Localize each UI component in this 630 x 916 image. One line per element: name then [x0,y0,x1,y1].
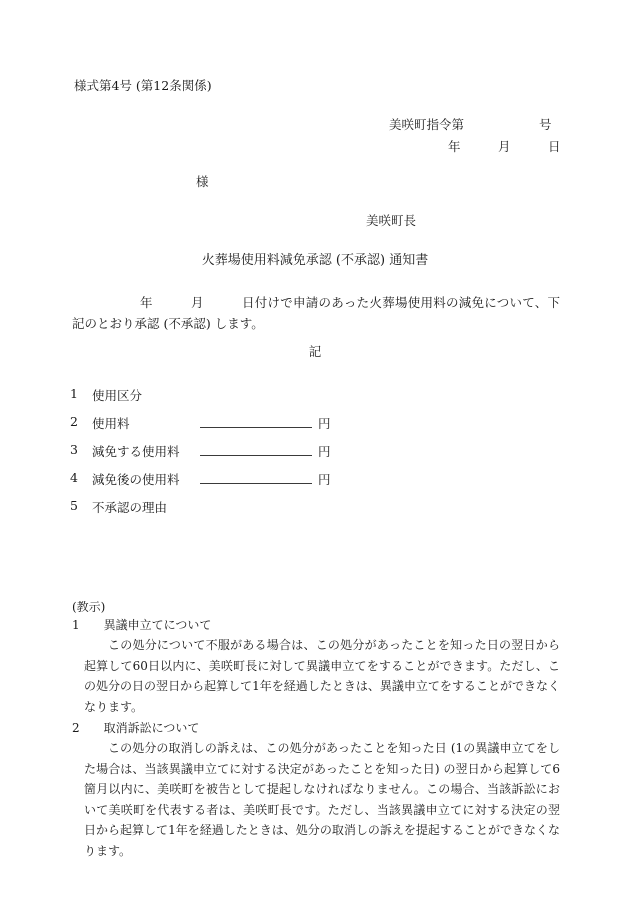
item-label: 減免する使用料 [92,444,180,459]
notice-heading: (教示) [72,600,106,614]
notice-item-2-body: この処分の取消しの訴えは、この処分があったことを知った日 (1の異議申立てをした場合は、当該異議申立てに対する決定があったことを知った日) の翌日から起算して6箇月以内に、美咲町を被告として提起しなければなりません。この場合、当該訴訟において美咲町を代表する者は、美咲町長です。ただし、当該異議申立てに対する決定の翌日から起算して1年を経過したときは、処分の取消しの訴えを提起することができなくなります。 [84,741,560,858]
item-label: 使用区分 [92,388,143,403]
notice-item-1-heading: 1 異議申立てについて [72,618,212,632]
item-label: 使用料 [92,416,130,431]
reduction-blank-field[interactable] [200,455,312,456]
item-label: 不承認の理由 [92,500,168,515]
item-number: 2 [70,414,78,429]
list-item [70,442,570,470]
ki-mark: 記 [308,344,322,359]
item-number: 5 [70,498,78,513]
item-unit: 円 [318,416,331,431]
item-label: 減免後の使用料 [92,472,180,487]
issuer-name: 美咲町長 [366,213,417,228]
form-number-label: 様式第4号 (第12条関係) [74,78,212,93]
item-number: 4 [70,470,78,485]
notice-section [72,598,560,863]
item-unit: 円 [318,472,331,487]
page-title: 火葬場使用料減免承認 (不承認) 通知書 [201,253,429,268]
notice-item-2-heading: 2 取消訴訟について [72,721,200,735]
item-list [70,386,570,526]
fee-blank-field[interactable] [200,427,312,428]
item-number: 1 [70,386,78,401]
item-unit: 円 [318,444,331,459]
issue-date-line: 年 月 日 [448,139,561,154]
post-reduction-blank-field[interactable] [200,483,312,484]
intro-paragraph: 年 月 日付けで申請のあった火葬場使用料の減免について、下記のとおり承認 (不承認) します。 [72,295,560,331]
list-item [70,470,570,498]
list-item [70,386,570,414]
item-number: 3 [70,442,78,457]
addressee-honorific: 様 [196,174,209,189]
list-item [70,498,570,526]
list-item [70,414,570,442]
serial-number-line: 美咲町指令第 号 [389,117,552,132]
notice-item-1-body: この処分について不服がある場合は、この処分があったことを知った日の翌日から起算して60日以内に、美咲町長に対して異議申立てをすることができます。ただし、この処分の日の翌日から起算して1年を経過したときは、異議申立てをすることができなくなります。 [84,638,560,714]
